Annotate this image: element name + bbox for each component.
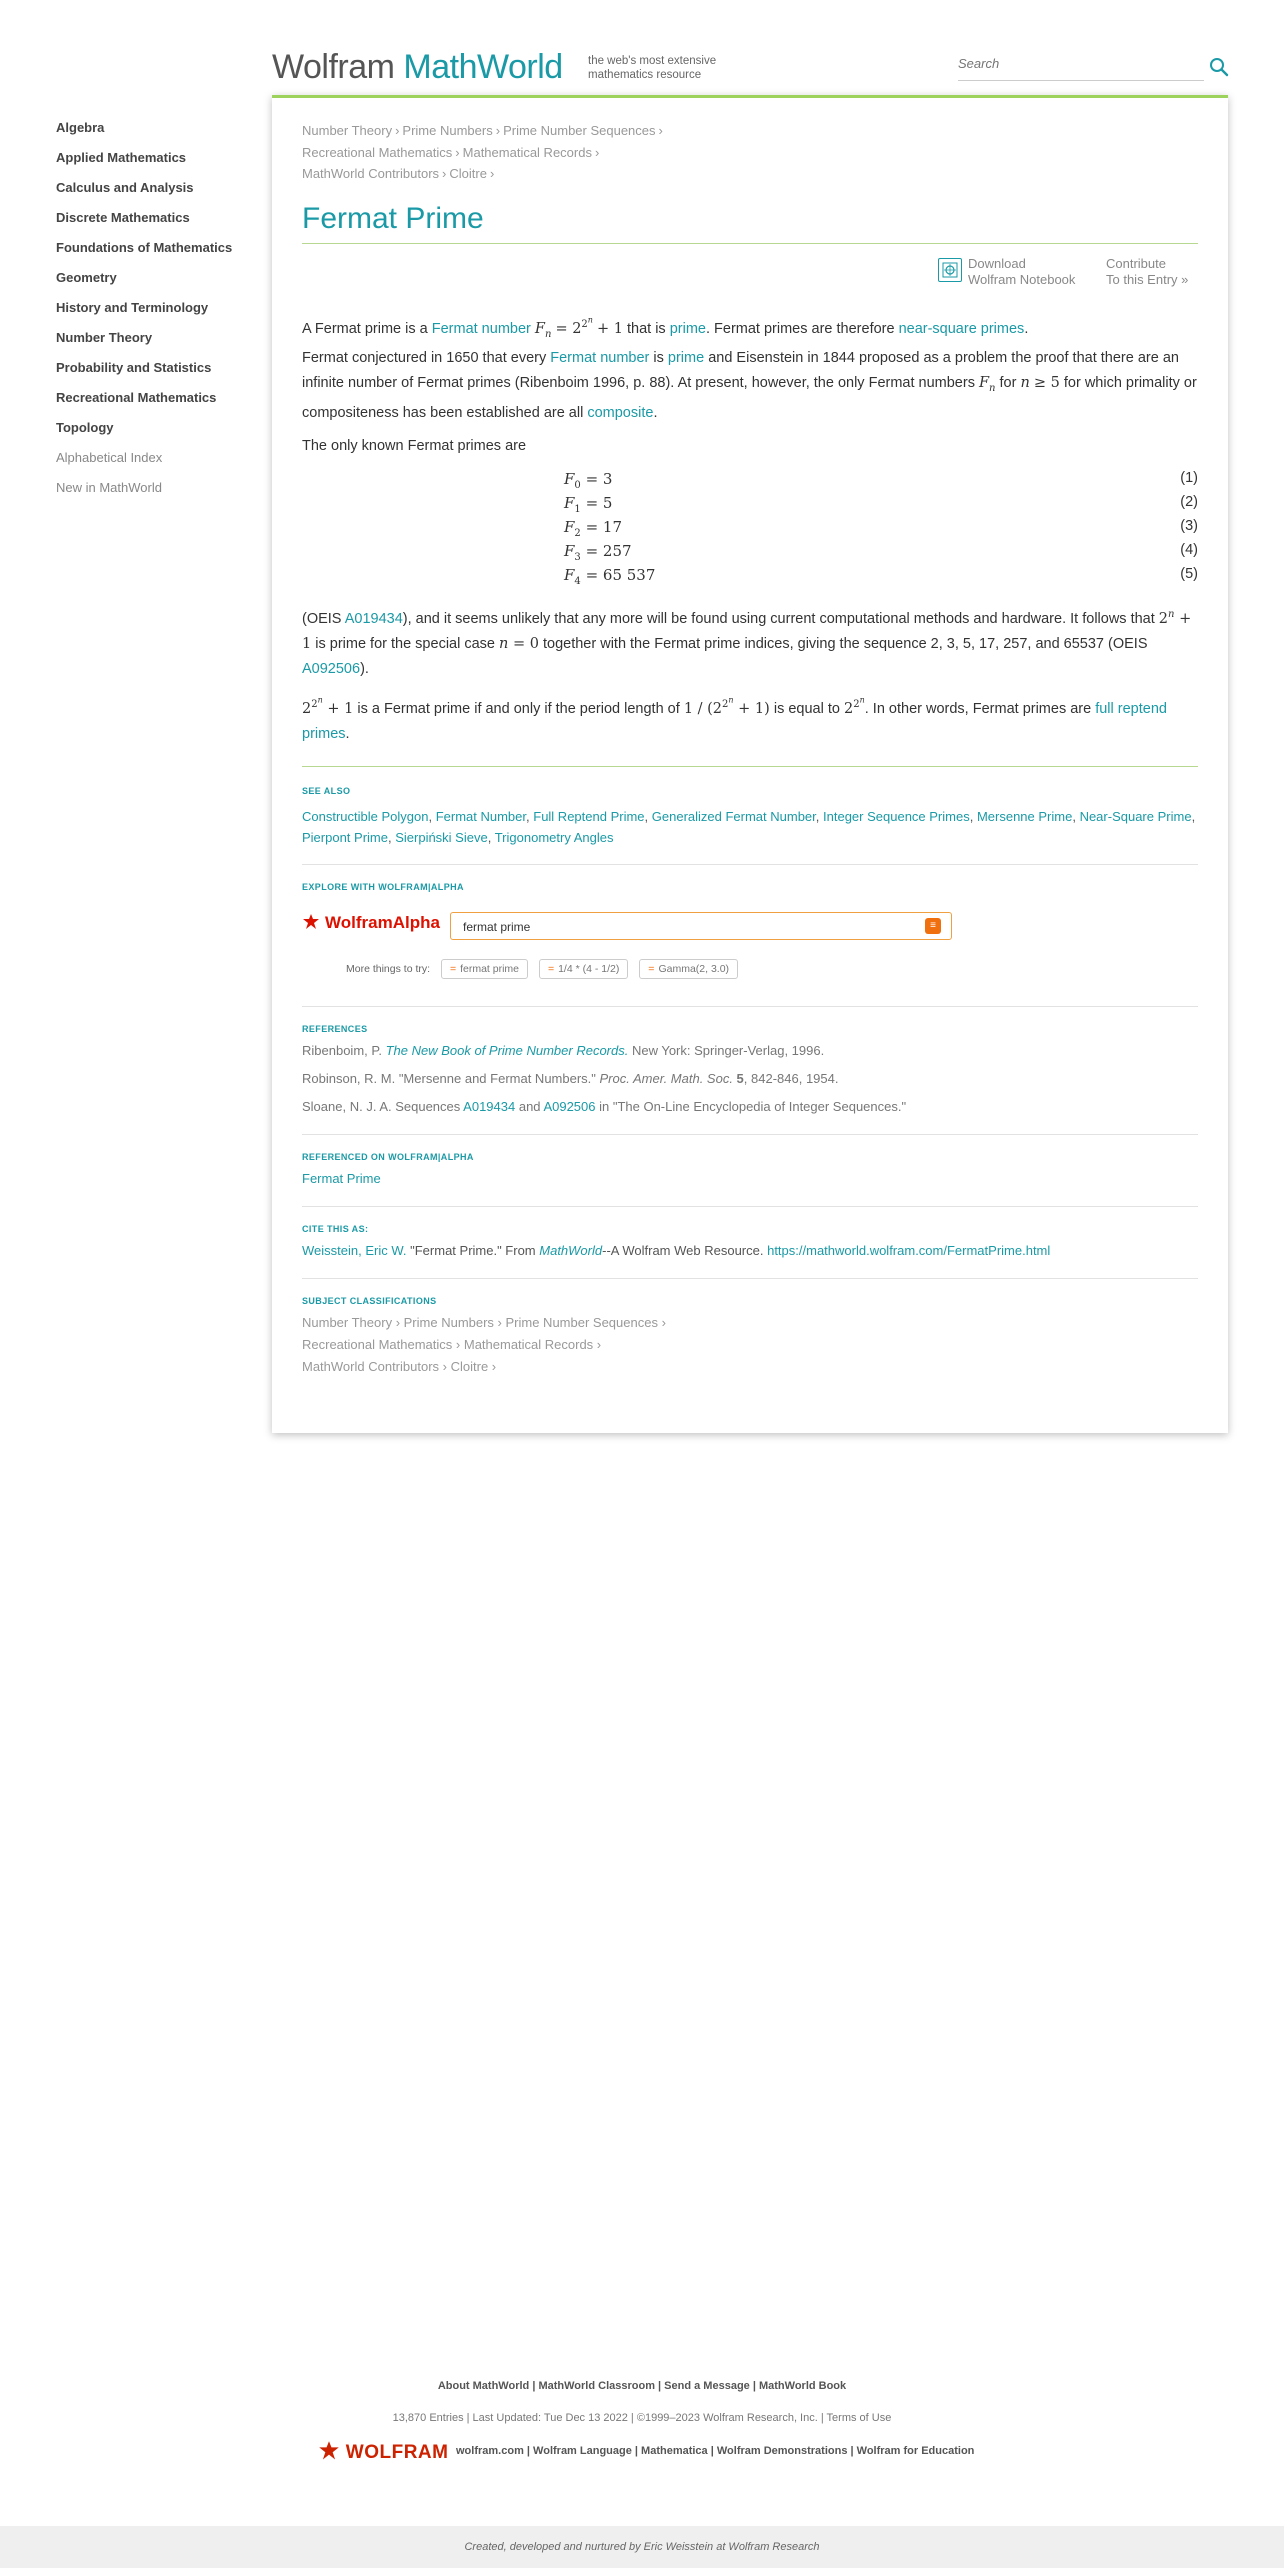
see-also-link[interactable]: Trigonometry Angles <box>494 830 614 845</box>
equation-row: $F_2 = 17$ (3) <box>564 518 1198 539</box>
breadcrumb-link[interactable]: MathWorld Contributors <box>302 166 440 181</box>
formula-period: $1 / (2^{2^n} + 1)$ <box>683 696 770 718</box>
sidebar-item-number-theory[interactable]: Number Theory <box>56 330 153 345</box>
sidebar-item-algebra[interactable]: Algebra <box>56 120 105 135</box>
classification-link[interactable]: Mathematical Records <box>463 1337 594 1352</box>
link-near-square-primes[interactable]: near-square primes <box>898 321 1025 338</box>
sidebar-item-foundations-of-mathematics[interactable]: Foundations of Mathematics <box>56 240 233 255</box>
breadcrumb <box>302 120 666 185</box>
subject-classifications <box>302 1312 1198 1378</box>
download-label: Download <box>968 256 1026 271</box>
sidebar <box>56 118 256 508</box>
wolfram-alpha-input-box <box>450 912 952 940</box>
link-a019434[interactable]: A019434 <box>344 610 403 627</box>
formula-fn-inline: $F_n$ <box>978 375 996 394</box>
see-also-link[interactable]: Fermat Number <box>435 809 527 824</box>
see-also-links: Constructible Polygon, Fermat Number, Full Reptend Prime, Generalized Fermat Number, Integer Sequence Primes, Mersenne Prime, Near-Square Prime, Pierpont Prime, Sierpiński Sieve, Trigonometry Angles <box>302 809 1196 845</box>
see-also-link[interactable]: Mersenne Prime <box>976 809 1073 824</box>
classification-link[interactable]: Recreational Mathematics <box>302 1337 453 1352</box>
notebook-icon[interactable] <box>938 258 962 282</box>
section-divider <box>302 1134 1198 1135</box>
reference-item: Ribenboim, P. The New Book of Prime Number Records. New York: Springer-Verlag, 1996. <box>302 1043 825 1058</box>
breadcrumb-link[interactable]: Recreational Mathematics <box>302 144 453 160</box>
citation-url-link[interactable]: https://mathworld.wolfram.com/FermatPrime.html <box>767 1243 1051 1258</box>
link-a092506[interactable]: A092506 <box>543 1099 596 1114</box>
see-also-link[interactable]: Full Reptend Prime <box>533 809 645 824</box>
sidebar-item-calculus-and-analysis[interactable]: Calculus and Analysis <box>56 180 194 195</box>
reference-item: Robinson, R. M. "Mersenne and Fermat Numbers." Proc. Amer. Math. Soc. 5, 842-846, 1954. <box>302 1071 839 1086</box>
link-full-reptend-primes[interactable]: full reptend primes <box>302 701 1167 743</box>
breadcrumb-link[interactable]: Prime Number Sequences <box>503 123 656 138</box>
formula-fermat-expr: $2^{2^n} + 1$ <box>302 696 354 718</box>
equation-number: (2) <box>1180 494 1198 510</box>
equation-number: (5) <box>1180 566 1198 582</box>
more-things-to-try <box>346 959 738 979</box>
equation-row: $F_1 = 5$ (2) <box>564 494 1198 515</box>
see-also-heading: SEE ALSO <box>302 786 351 796</box>
sidebar-item-discrete-mathematics[interactable]: Discrete Mathematics <box>56 210 190 225</box>
link-fermat-number[interactable]: Fermat number <box>550 350 650 366</box>
wolfram-alpha-input[interactable] <box>461 919 925 935</box>
page-title: Fermat Prime <box>302 202 484 235</box>
wolfram-spikey-icon <box>302 913 320 931</box>
logo-tagline: the web's most extensive mathematics resource <box>588 55 717 81</box>
breadcrumb-row: Recreational Mathematics › Mathematical Records › <box>302 144 600 160</box>
classification-link[interactable]: Prime Numbers <box>403 1315 494 1330</box>
referenced-on-link[interactable]: Fermat Prime <box>302 1171 381 1186</box>
subject-classifications-heading: SUBJECT CLASSIFICATIONS <box>302 1296 437 1306</box>
contribute-label: Contribute <box>1106 256 1166 271</box>
breadcrumb-link[interactable]: Cloitre <box>449 166 487 181</box>
link-a092506[interactable]: A092506 <box>302 660 361 677</box>
equation-number: (4) <box>1180 542 1198 558</box>
logo-mathworld-text: MathWorld <box>403 48 563 86</box>
see-also-link[interactable]: Near-Square Prime <box>1079 809 1192 824</box>
equation-row: $F_4 = 65$ 537 (5) <box>564 566 1198 587</box>
equation-number: (3) <box>1180 518 1198 534</box>
main-content-card <box>272 95 1228 1433</box>
formula-2n-plus-1: $2^n + 1$ <box>302 609 1192 652</box>
footer-wolfram-bar <box>0 2438 1284 2468</box>
wolfram-logo[interactable]: WOLFRAM <box>318 2440 448 2464</box>
wolfram-spikey-icon <box>318 2440 340 2462</box>
classification-link[interactable]: Number Theory <box>302 1315 393 1330</box>
link-prime[interactable]: prime <box>669 321 706 338</box>
reference-item: Sloane, N. J. A. Sequences A019434 and A092506 in "The On-Line Encyclopedia of Integer Sequences." <box>302 1099 907 1114</box>
sidebar-item-recreational-mathematics[interactable]: Recreational Mathematics <box>56 390 217 405</box>
reference-link[interactable]: The New Book of Prime Number Records. <box>385 1043 629 1058</box>
sidebar-item-probability-and-statistics[interactable]: Probability and Statistics <box>56 360 212 375</box>
wolfram-alpha-widget <box>302 912 1198 992</box>
section-divider <box>302 766 1198 767</box>
link-fermat-number[interactable]: Fermat number <box>431 321 531 338</box>
contribute-sublabel: To this Entry » <box>1106 272 1189 287</box>
breadcrumb-row: Number Theory › Prime Numbers › Prime Number Sequences › <box>302 123 663 138</box>
suggestion-chip[interactable]: = fermat prime <box>441 959 528 979</box>
entry-tools <box>938 256 1198 296</box>
citation-text: Weisstein, Eric W. "Fermat Prime." From MathWorld--A Wolfram Web Resource. https://mathworld.wolfram.com/FermatPrime.html <box>302 1243 1051 1258</box>
footer-links-primary[interactable]: About MathWorld | MathWorld Classroom | Send a Message | MathWorld Book <box>437 2380 847 2392</box>
breadcrumb-link[interactable]: Prime Numbers <box>402 123 493 138</box>
reptend-paragraph: $2^{2^n} + 1$ is a Fermat prime if and only if the period length of $1 / (2^{2^n} + 1)$ is equal to $2^{2^n}$. In other words, Fermat primes are full reptend primes. <box>302 696 1167 743</box>
equation-row: $F_3 = 257$ (4) <box>564 542 1198 563</box>
classification-link[interactable]: Cloitre <box>450 1359 489 1374</box>
classification-link[interactable]: Prime Number Sequences <box>505 1315 658 1330</box>
contribute-link[interactable] <box>1106 256 1188 288</box>
see-also-link[interactable]: Integer Sequence Primes <box>823 809 970 824</box>
definition-paragraph: A Fermat prime is a Fermat number $F_n = 2^{2^n} + 1$ that is prime. Fermat primes are therefore near-square primes. <box>302 316 1029 341</box>
download-notebook-link[interactable] <box>968 256 1075 288</box>
see-also-link[interactable]: Sierpiński Sieve <box>395 830 488 845</box>
referenced-on-heading: REFERENCED ON WOLFRAM|ALPHA <box>302 1152 474 1162</box>
link-composite[interactable]: composite <box>587 404 654 421</box>
formula-2-2n: $2^{2^n}$ <box>843 696 865 718</box>
footer-credit: Created, developed and nurtured by Eric Weisstein at Wolfram Research <box>0 2526 1284 2568</box>
download-sublabel: Wolfram Notebook <box>968 272 1076 287</box>
section-divider <box>302 864 1198 865</box>
breadcrumb-row: MathWorld Contributors › Cloitre › <box>302 166 495 181</box>
wolfram-alpha-go-button[interactable]: ≡ <box>925 918 941 934</box>
formula-n-ge-5: n ≥ 5 <box>1020 375 1060 391</box>
references-heading: REFERENCES <box>302 1024 368 1034</box>
sidebar-item-new-in-mathworld[interactable]: New in MathWorld <box>56 480 162 495</box>
search-icon[interactable] <box>1208 56 1230 78</box>
classification-row: Number Theory › Prime Numbers › Prime Number Sequences › <box>302 1315 666 1330</box>
footer-info: 13,870 Entries | Last Updated: Tue Dec 13 2022 | ©1999–2023 Wolfram Research, Inc. | Terms of Use <box>392 2412 892 2424</box>
section-divider <box>302 1206 1198 1207</box>
breadcrumb-link[interactable]: Number Theory <box>302 123 393 138</box>
explore-heading: EXPLORE WITH WOLFRAM|ALPHA <box>302 882 464 892</box>
referenced-on-body <box>302 1168 1198 1189</box>
mathworld-logo[interactable] <box>272 48 563 87</box>
footer-links-wolfram[interactable]: wolfram.com | Wolfram Language | Mathematica | Wolfram Demonstrations | Wolfram for Education <box>456 2445 975 2457</box>
see-also-link[interactable]: Generalized Fermat Number <box>651 809 816 824</box>
see-also-link[interactable]: Constructible Polygon <box>302 809 429 824</box>
section-divider <box>302 1278 1198 1279</box>
sidebar-item-topology[interactable]: Topology <box>56 420 114 435</box>
oeis-paragraph: (OEIS A019434), and it seems unlikely that any more will be found using current computational methods and hardware. It follows that $2^n + 1$ is prime for the special case n = 0 together with the Fermat prime indices, giving the sequence 2, 3, 5, 17, 257, and 65537 (OEIS A092506). <box>302 609 1192 677</box>
known-primes-intro: The only known Fermat primes are <box>302 438 527 454</box>
sidebar-item-alphabetical-index[interactable]: Alphabetical Index <box>56 450 163 465</box>
more-things-label: More things to try: <box>346 963 431 975</box>
link-prime[interactable]: prime <box>667 350 705 366</box>
sidebar-item-applied-mathematics[interactable]: Applied Mathematics <box>56 150 187 165</box>
sidebar-item-history-and-terminology[interactable]: History and Terminology <box>56 300 209 315</box>
sidebar-item-geometry[interactable]: Geometry <box>56 270 117 285</box>
formula-n-eq-0: n = 0 <box>499 635 539 652</box>
search-box <box>958 54 1204 81</box>
link-a019434[interactable]: A019434 <box>463 1099 516 1114</box>
wolfram-alpha-logo[interactable]: WolframAlpha <box>302 912 440 938</box>
suggestion-chip[interactable]: = 1/4 * (4 - 1/2) <box>539 959 628 979</box>
equation-row: $F_0 = 3$ (1) <box>564 470 1198 491</box>
classification-link[interactable]: MathWorld Contributors <box>302 1359 440 1374</box>
classification-row: Recreational Mathematics › Mathematical Records › <box>302 1337 602 1352</box>
formula-fn: $F_n = 2^{2^n} + 1$ <box>534 316 623 341</box>
suggestion-chip[interactable]: = Gamma(2, 3.0) <box>639 959 738 979</box>
cite-heading: CITE THIS AS: <box>302 1224 369 1234</box>
equation-number: (1) <box>1180 470 1198 486</box>
logo-wolfram-text: Wolfram <box>272 48 395 86</box>
see-also-link[interactable]: Pierpont Prime <box>302 830 388 845</box>
search-input[interactable] <box>958 54 1188 73</box>
history-paragraph: Fermat conjectured in 1650 that every Fermat number is prime and Eisenstein in 1844 proposed as a problem the proof that there are an infinite number of Fermat primes (Ribenboim 1996, p. 88). At present, however, the only Fermat numbers $F_n$ for n ≥ 5 for which primality or compositeness has been established are all composite. <box>302 350 1197 421</box>
mathworld-link[interactable]: MathWorld <box>539 1243 603 1258</box>
title-divider <box>302 243 1198 244</box>
author-link[interactable]: Weisstein, Eric W. <box>302 1243 407 1258</box>
classification-row: MathWorld Contributors › Cloitre › <box>302 1359 497 1374</box>
section-divider <box>302 1006 1198 1007</box>
site-header <box>272 46 1228 94</box>
breadcrumb-link[interactable]: Mathematical Records <box>462 144 592 160</box>
site-footer <box>0 2380 1284 2468</box>
